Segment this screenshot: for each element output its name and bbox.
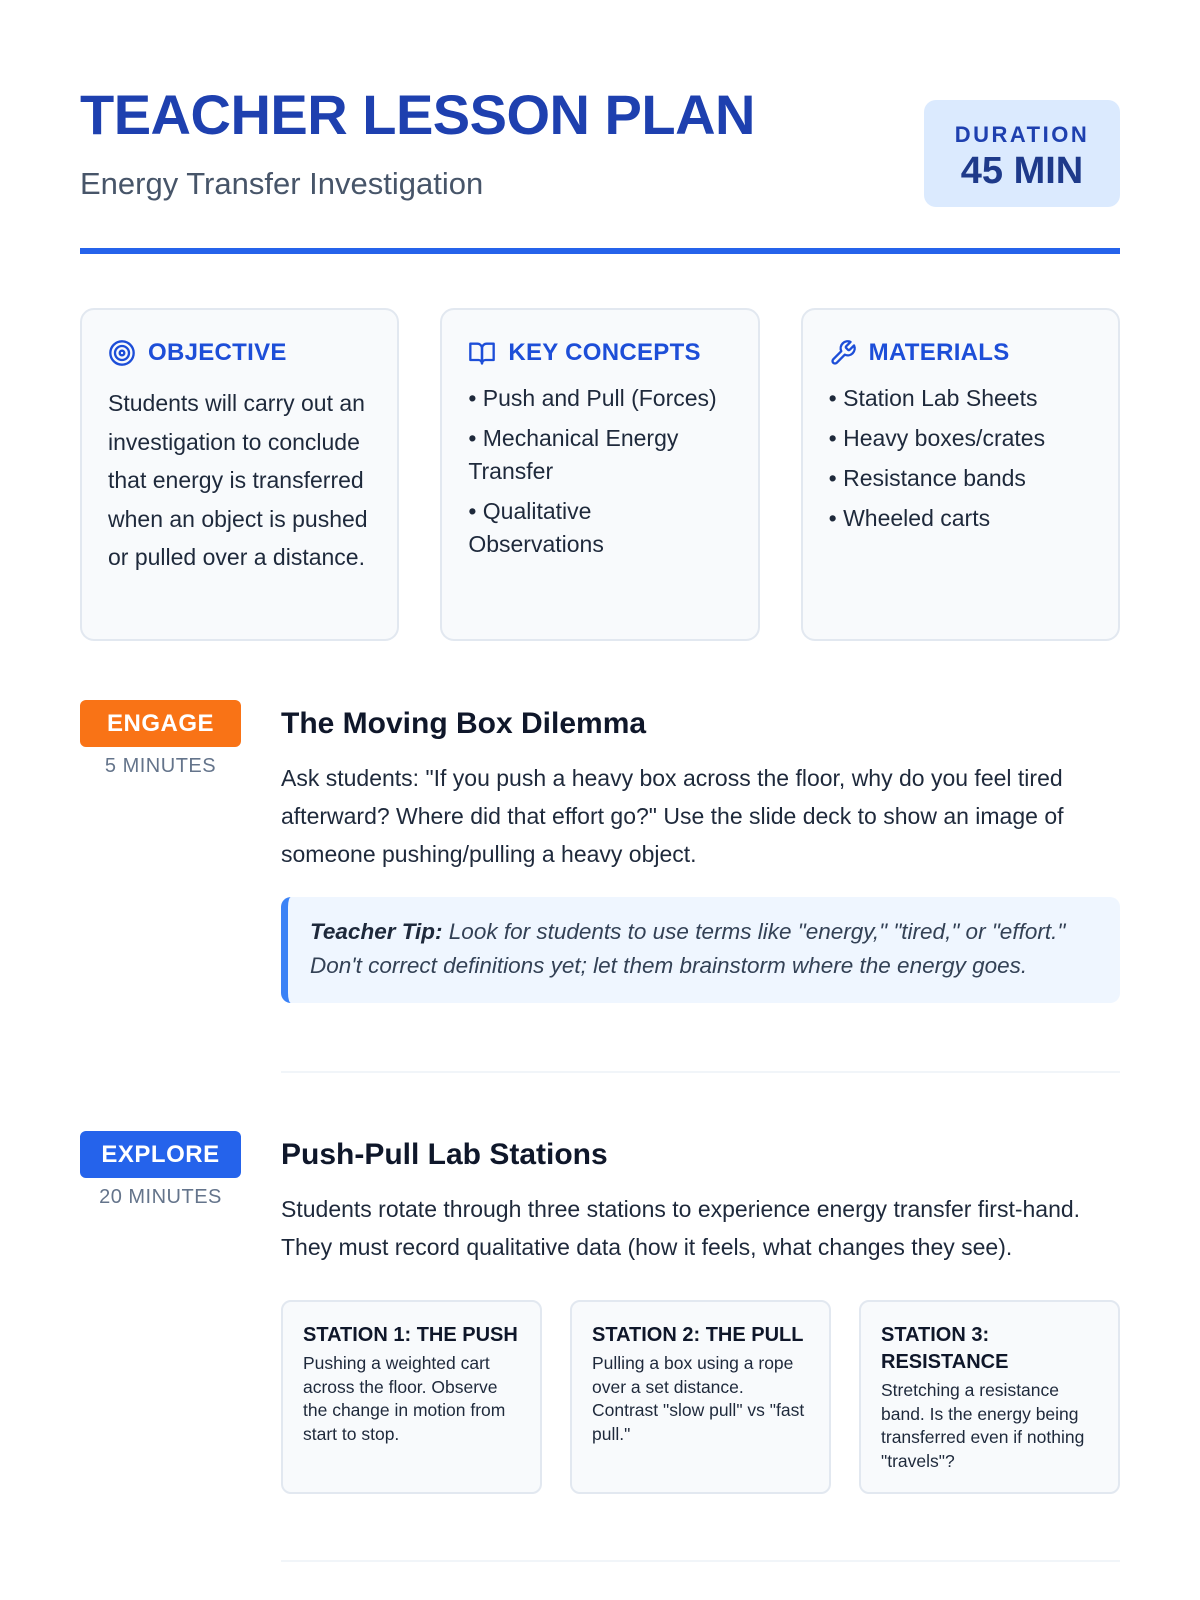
teacher-tip-text: Look for students to use terms like "energy," "tired," or "effort." Don't correct definitions yet; let them brainstorm where the energy goes. xyxy=(310,919,1066,978)
materials-list xyxy=(829,382,1092,535)
explore-content xyxy=(281,1131,1120,1494)
key-concepts-list xyxy=(468,382,731,561)
objective-text: Students will carry out an investigation to conclude that energy is transferred when an object is pushed or pulled over a distance. xyxy=(108,390,368,570)
materials-card xyxy=(801,308,1120,641)
station-card-push xyxy=(281,1300,542,1494)
teacher-tip-label: Teacher Tip: xyxy=(310,919,443,944)
station-title: STATION 2: THE PULL xyxy=(592,1324,804,1346)
list-item: • Push and Pull (Forces) xyxy=(468,385,717,411)
objective-card xyxy=(80,308,399,641)
lab-stations xyxy=(281,1300,1120,1494)
engage-content xyxy=(281,700,1120,1003)
duration-value: 45 MIN xyxy=(960,150,1084,192)
engage-description: Ask students: "If you push a heavy box across the floor, why do you feel tired afterward? Where did that effort go?" Use the slide deck to show an image of someone pushing/pulling a heavy object. xyxy=(281,765,1064,867)
key-concepts-title: KEY CONCEPTS xyxy=(508,339,701,366)
engage-duration: 5 MINUTES xyxy=(104,755,217,777)
list-item: • Heavy boxes/crates xyxy=(828,425,1046,451)
station-card-pull xyxy=(570,1300,831,1494)
target-icon xyxy=(108,339,136,367)
explore-description: Students rotate through three stations to experience energy transfer first-hand. They must record qualitative data (how it feels, what changes they see). xyxy=(281,1196,1081,1260)
explore-duration: 20 MINUTES xyxy=(99,1186,222,1208)
duration-badge xyxy=(924,100,1120,207)
engage-title: The Moving Box Dilemma xyxy=(281,707,647,740)
page-subtitle: Energy Transfer Investigation xyxy=(80,166,484,201)
duration-label: DURATION xyxy=(954,122,1090,147)
list-item: • Mechanical Energy Transfer xyxy=(468,425,679,484)
explore-phase-label xyxy=(80,1131,241,1209)
header xyxy=(80,0,1120,256)
teacher-tip xyxy=(281,897,1120,1003)
station-card-resistance xyxy=(859,1300,1120,1494)
open-book-icon xyxy=(468,339,496,367)
list-item: • Station Lab Sheets xyxy=(828,385,1038,411)
key-concepts-card xyxy=(440,308,759,641)
station-text: Stretching a resistance band. Is the energy being transferred even if nothing "travels"? xyxy=(881,1380,1085,1471)
station-title: STATION 3: RESISTANCE xyxy=(881,1324,1009,1373)
key-concepts-card-header xyxy=(468,338,731,368)
list-item: • Resistance bands xyxy=(828,465,1026,491)
objective-title: OBJECTIVE xyxy=(148,339,287,366)
engage-badge: ENGAGE xyxy=(80,700,241,747)
section-divider xyxy=(281,1560,1120,1562)
info-cards xyxy=(80,308,1120,641)
engage-phase-label xyxy=(80,700,241,778)
explore-title: Push-Pull Lab Stations xyxy=(281,1138,608,1171)
station-text: Pushing a weighted cart across the floor. Observe the change in motion from start to stop. xyxy=(303,1353,506,1444)
header-divider xyxy=(80,248,1120,254)
materials-title: MATERIALS xyxy=(868,339,1010,366)
list-item: • Wheeled carts xyxy=(828,505,991,531)
wrench-icon xyxy=(829,339,857,367)
section-divider xyxy=(281,1071,1120,1073)
materials-card-header xyxy=(829,338,1092,368)
objective-card-header xyxy=(108,338,371,368)
station-text: Pulling a box using a rope over a set distance. Contrast "slow pull" vs "fast pull." xyxy=(592,1353,805,1444)
station-title: STATION 1: THE PUSH xyxy=(303,1324,518,1346)
page-title: TEACHER LESSON PLAN xyxy=(80,83,755,146)
lesson-plan-page xyxy=(80,0,1120,1471)
explore-badge: EXPLORE xyxy=(80,1131,241,1178)
list-item: • Qualitative Observations xyxy=(468,498,604,557)
